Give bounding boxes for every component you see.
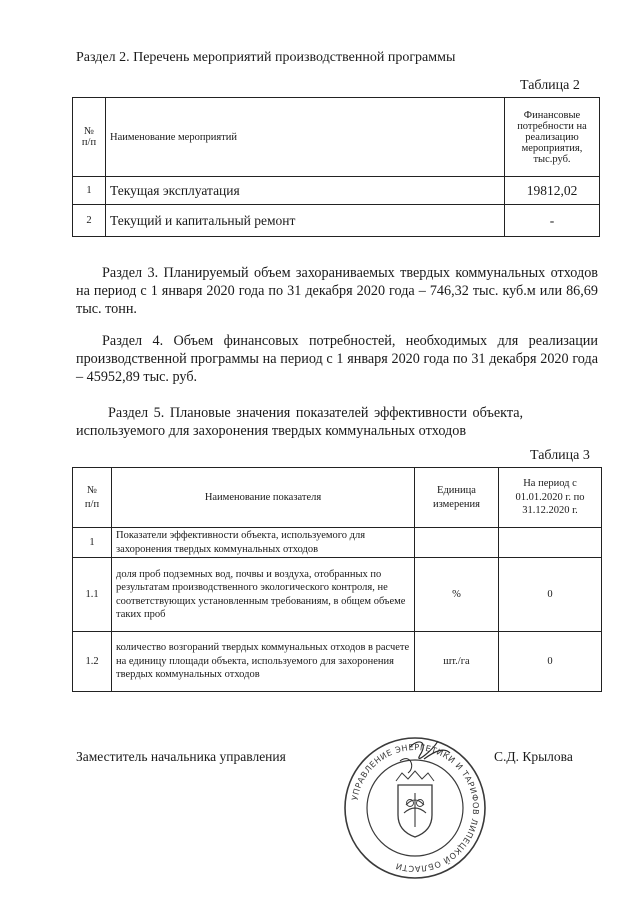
table3-cell-unit — [415, 528, 499, 558]
table2-header-row — [73, 98, 600, 177]
signature-name: С.Д. Крылова — [494, 749, 573, 764]
table2-cell-num: 1 — [73, 177, 106, 205]
table3-cell-num: 1.1 — [73, 558, 112, 632]
table2-header-finance: Финансовые потребности на реализацию мероприятия, тыс.руб. — [505, 98, 600, 177]
table2-header-num: № п/п — [73, 98, 106, 177]
svg-text:УПРАВЛЕНИЕ ЭНЕРГЕТИКИ И ТАРИФО: УПРАВЛЕНИЕ ЭНЕРГЕТИКИ И ТАРИФОВ ЛИПЕЦКОЙ ОБЛАСТИ — [349, 741, 482, 875]
table3-cell-unit: % — [415, 558, 499, 632]
table2-cell-num: 2 — [73, 205, 106, 237]
table-row — [73, 528, 602, 558]
table2-cell-name: Текущая эксплуатация — [106, 177, 505, 205]
table2-cell-name: Текущий и капитальный ремонт — [106, 205, 505, 237]
section5-title-line2: используемого для захоронения твердых коммунальных отходов — [76, 423, 467, 439]
table3-cell-num: 1.2 — [73, 632, 112, 692]
table3-header-num: № п/п — [73, 468, 112, 528]
table3-cell-name: Показатели эффективности объекта, используемого для захоронения твердых коммунальных отходов — [112, 528, 415, 558]
table-row — [73, 632, 602, 692]
table2-header-name: Наименование мероприятий — [106, 98, 505, 177]
table3-cell-unit: шт./га — [415, 632, 499, 692]
table3-cell-value — [499, 528, 602, 558]
table2 — [72, 97, 600, 237]
section5-title-line1: Раздел 5. Плановые значения показателей эффективности объекта, — [108, 405, 524, 421]
table-row — [73, 205, 600, 237]
table3-header-name: Наименование показателя — [112, 468, 415, 528]
table-row — [73, 177, 600, 205]
section4-text: Раздел 4. Объем финансовых потребностей, необходимых для реализации производственной программы на период с 1 января 2020 года по 31 декабря 2020 года – 45952,89 тыс. руб. — [76, 333, 598, 385]
table3-cell-value: 0 — [499, 558, 602, 632]
table3-caption: Таблица 3 — [530, 448, 590, 463]
table3-cell-name: количество возгораний твердых коммунальных отходов в расчете на единицу площади объекта, используемого для захоронения твердых коммунальных отходов — [112, 632, 415, 692]
table3-header-row — [73, 468, 602, 528]
official-stamp — [340, 733, 490, 883]
table2-cell-value: 19812,02 — [505, 177, 600, 205]
table3-header-period: На период с 01.01.2020 г. по 31.12.2020 г. — [499, 468, 602, 528]
table2-caption: Таблица 2 — [520, 78, 580, 93]
section2-title: Раздел 2. Перечень мероприятий производственной программы — [76, 50, 456, 65]
table3-header-unit: Единица измерения — [415, 468, 499, 528]
signature-position: Заместитель начальника управления — [76, 749, 286, 764]
table3-cell-num: 1 — [73, 528, 112, 558]
table3-cell-name: доля проб подземных вод, почвы и воздуха, отобранных по результатам производственного экологического контроля, не соответствующих установленным требованиям, в общем объеме таких проб — [112, 558, 415, 632]
table-row — [73, 558, 602, 632]
section3-text: Раздел 3. Планируемый объем захораниваемых твердых коммунальных отходов на период с 1 января 2020 года по 31 декабря 2020 года – 746,32 тыс. куб.м или 86,69 тыс. тонн. — [76, 265, 598, 317]
table3-cell-value: 0 — [499, 632, 602, 692]
table3 — [72, 467, 602, 692]
table2-cell-value: - — [505, 205, 600, 237]
